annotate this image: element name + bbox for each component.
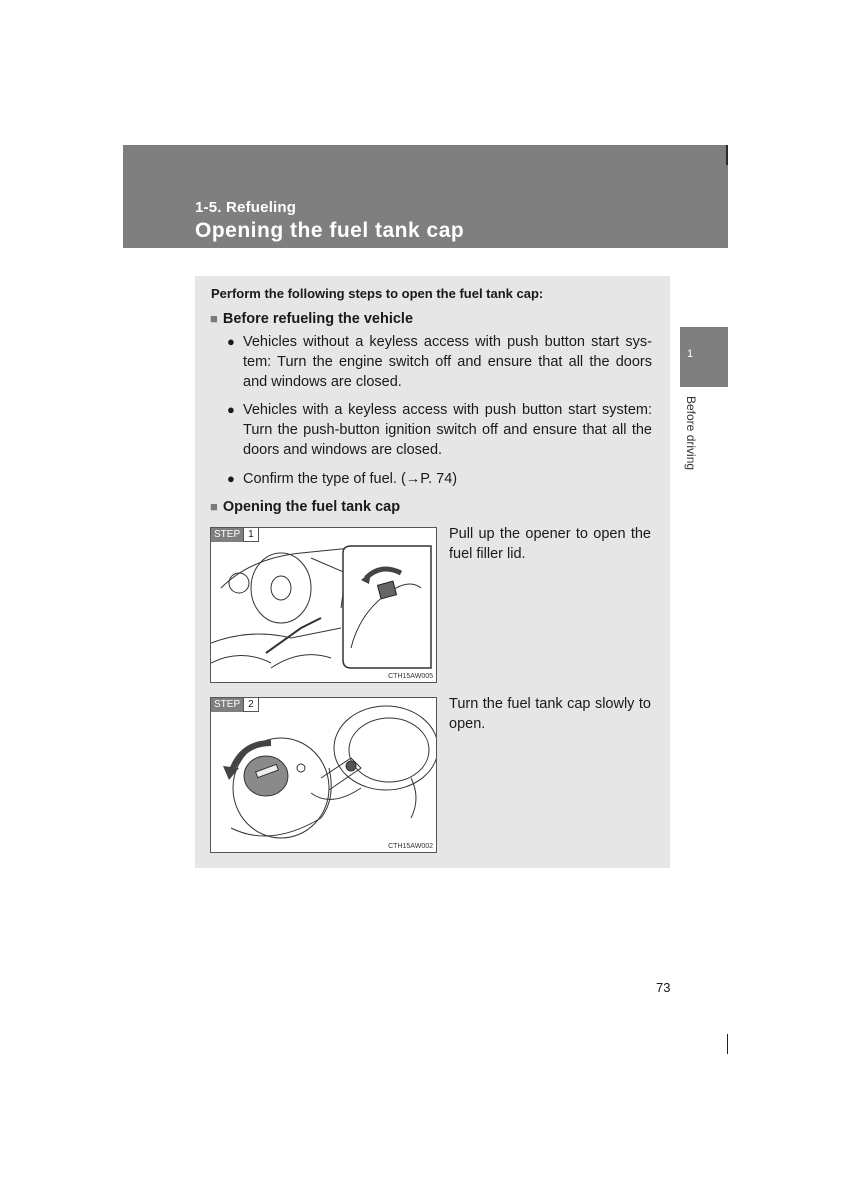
content-box [195, 276, 670, 868]
chapter-tab-label: Before driving [684, 396, 698, 471]
list-item [227, 400, 652, 460]
step-badge-label: STEP [211, 698, 243, 712]
step2-illustration [210, 697, 437, 853]
step-badge-label: STEP [211, 528, 243, 542]
section-heading-text: Opening the fuel tank cap [222, 499, 401, 515]
step1-text: Pull up the opener to open the fuel filler lid. [449, 526, 651, 562]
step-badge [211, 528, 259, 542]
figure-code: CTH15AW002 [388, 843, 433, 850]
list-item-text: Confirm the type of fuel. (→P. 74) [243, 471, 458, 487]
step2-text: Turn the fuel tank cap slowly to open. [449, 696, 651, 732]
page-title: Opening the fuel tank cap [195, 219, 465, 242]
chapter-tab [680, 327, 728, 387]
section-label: 1-5. Refueling [195, 199, 297, 216]
figure-code: CTH15AW005 [388, 673, 433, 680]
list-item [227, 332, 652, 392]
list-item [227, 469, 652, 489]
step1-illustration [210, 527, 437, 683]
dashboard-opener-drawing [211, 528, 436, 682]
list-item-text: Vehicles without a keyless access with push button start sys-tem: Turn the engine switch off and ensure that all the doors and windows are closed. [243, 334, 652, 390]
section-heading-text: Before refueling the vehicle [222, 311, 414, 327]
intro-text: Perform the following steps to open the fuel tank cap: [211, 286, 544, 301]
chapter-header [123, 145, 728, 248]
square-bullet-icon: ■ [210, 499, 218, 514]
round-bullet-icon: ● [227, 334, 235, 349]
chapter-tab-number: 1 [687, 348, 694, 360]
step-badge-number: 2 [243, 698, 259, 712]
page-number: 73 [656, 980, 671, 995]
header-corner-mark [726, 145, 728, 165]
section-heading-opening-cap [210, 499, 400, 515]
fuel-cap-drawing [211, 698, 436, 852]
list-item-text: Vehicles with a keyless access with push button start system: Turn the push-button ignition switch off and ensure that all the doors and windows are closed. [243, 402, 652, 458]
square-bullet-icon: ■ [210, 311, 218, 326]
section-heading-before-refueling [210, 311, 413, 327]
step-badge-number: 1 [243, 528, 259, 542]
round-bullet-icon: ● [227, 402, 235, 417]
round-bullet-icon: ● [227, 471, 235, 486]
step-badge [211, 698, 259, 712]
edge-mark [727, 1034, 728, 1054]
